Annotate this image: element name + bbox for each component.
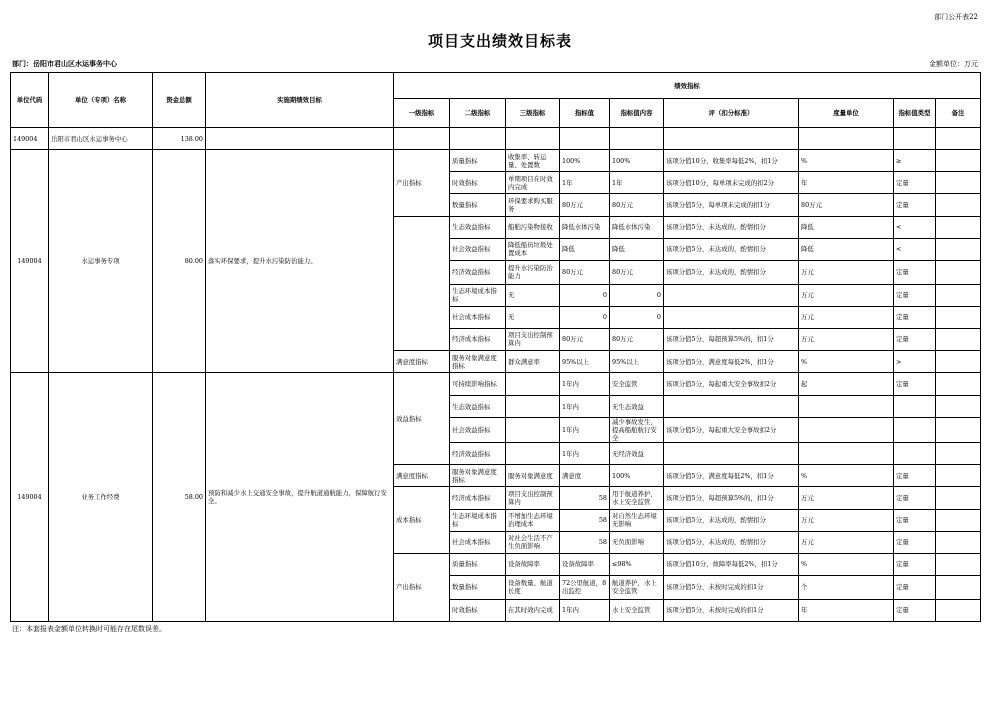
scoring-standard: 该项分值5分，未按时完成的扣1分 [664,599,799,621]
summary-row [11,128,981,150]
remark [936,350,981,372]
col-header-l1: 一级指标 [394,99,450,128]
level2-indicator: 生态环境成本指标 [450,509,506,531]
summary-code: 149004 [11,128,49,150]
level1-indicator: 产出指标 [394,553,450,621]
scoring-standard: 该项分值5分，未达成的，酌情扣分 [664,216,799,238]
indicator-value: 80万元 [560,194,610,216]
level3-indicator: 单期项目在时效内完成 [506,172,560,194]
indicator-content: 80万元 [610,194,664,216]
project-goal: 落实环保要求，提升水污染防治能力。 [206,150,394,373]
scoring-standard: 该项分值10分，故障率每低2%，扣1分 [664,553,799,575]
project-2-rows [11,373,981,622]
indicator-content: 1年 [610,172,664,194]
level2-indicator: 经济成本指标 [450,328,506,350]
value-type: < [894,216,936,238]
col-header-code: 单位代码 [11,73,49,128]
value-type: 定量 [894,328,936,350]
project-code: 149004 [11,373,49,622]
indicator-content: 安全监管 [610,373,664,396]
indicator-content: 航道养护，水上安全监管 [610,575,664,599]
remark [936,328,981,350]
level3-indicator: 设备数量、航道长度 [506,575,560,599]
measure-unit: 万元 [799,306,894,328]
measure-unit: 年 [799,599,894,621]
value-type: 定量 [894,575,936,599]
indicator-value: 1年内 [560,599,610,621]
level2-indicator: 时效指标 [450,599,506,621]
value-type [894,418,936,443]
scoring-standard: 该项分值10分，每单项未完成的扣2分 [664,172,799,194]
level3-indicator: 项目支出控制预算内 [506,328,560,350]
measure-unit: 万元 [799,328,894,350]
level3-indicator [506,418,560,443]
level3-indicator: 项目支出控制预算内 [506,487,560,509]
level2-indicator: 经济效益指标 [450,260,506,284]
col-header-measure: 度量单位 [799,99,894,128]
measure-unit: 万元 [799,260,894,284]
col-header-goal: 实施期绩效目标 [206,73,394,128]
scoring-standard: 该项分值5分，每超预算5%的，扣1分 [664,487,799,509]
col-header-name: 单位（专项）名称 [49,73,153,128]
level3-indicator: 船舶污染物接收 [506,216,560,238]
col-header-score: 评（扣分标准） [664,99,799,128]
measure-unit: 起 [799,373,894,396]
measure-unit: 降低 [799,238,894,260]
level2-indicator: 可持续影响指标 [450,373,506,396]
indicator-value: 1年内 [560,418,610,443]
value-type [894,396,936,418]
col-header-perf: 绩效指标 [394,73,981,99]
level2-indicator: 生态效益指标 [450,216,506,238]
level2-indicator: 数量指标 [450,575,506,599]
value-type: < [894,238,936,260]
indicator-value: 满意度 [560,465,610,487]
remark [936,216,981,238]
level1-indicator [394,216,450,350]
value-type: 定量 [894,306,936,328]
scoring-standard: 该项分值5分，未达成的，酌情扣分 [664,531,799,553]
scoring-standard [664,396,799,418]
indicator-content: 对自然生态环境无影响 [610,509,664,531]
measure-unit: 降低 [799,216,894,238]
scoring-standard: 该项分值5分，满意度每低2%，扣1分 [664,350,799,372]
level2-indicator: 服务对象满意度指标 [450,465,506,487]
indicator-value: 降低水体污染 [560,216,610,238]
indicator-content: ≤98% [610,553,664,575]
scoring-standard [664,443,799,465]
value-type: 定量 [894,260,936,284]
level1-indicator: 满意度指标 [394,350,450,372]
remark [936,373,981,396]
indicator-row [11,373,981,396]
indicator-content: 减少事故发生，提高船舶航行安全 [610,418,664,443]
level3-indicator: 不增加生态环境治理成本 [506,509,560,531]
page-title: 项目支出绩效目标表 [427,32,572,50]
indicator-content: 无生态效益 [610,396,664,418]
col-header-content: 指标值内容 [610,99,664,128]
scoring-standard: 该项分值5分，未达成的，酌情扣分 [664,238,799,260]
measure-unit: 万元 [799,509,894,531]
measure-unit: % [799,150,894,172]
remark [936,396,981,418]
project-amount: 58.00 [153,373,206,622]
measure-unit: 万元 [799,487,894,509]
indicator-value: 58 [560,509,610,531]
scoring-standard [664,306,799,328]
col-header-l3: 三级指标 [506,99,560,128]
indicator-content: 80万元 [610,328,664,350]
indicator-content: 无负面影响 [610,531,664,553]
remark [936,260,981,284]
indicator-value: 0 [560,306,610,328]
remark [936,531,981,553]
scoring-standard: 该项分值5分，每起重大安全事故扣2分 [664,373,799,396]
level2-indicator: 服务对象满意度指标 [450,350,506,372]
level2-indicator: 数量指标 [450,194,506,216]
level2-indicator: 社会成本指标 [450,306,506,328]
level3-indicator [506,396,560,418]
indicator-value: 0 [560,284,610,306]
indicator-row [11,150,981,172]
indicator-value: 降低 [560,238,610,260]
remark [936,238,981,260]
value-type: 定量 [894,553,936,575]
scoring-standard [664,284,799,306]
scoring-standard: 该项分值5分，每超预算5%的，扣1分 [664,328,799,350]
indicator-value: 1年内 [560,396,610,418]
level3-indicator: 群众满意率 [506,350,560,372]
value-type: ≥ [894,150,936,172]
level2-indicator: 生态环境成本指标 [450,284,506,306]
indicator-value: 1年 [560,172,610,194]
indicator-content: 用于航道养护，水上安全监管 [610,487,664,509]
project-goal: 预防和减少水上交通安全事故，提升航道通航能力，保障航行安全。 [206,373,394,622]
level3-indicator: 提升水污染防治能力 [506,260,560,284]
form-number: 部门公开表22 [934,13,978,21]
level2-indicator: 经济成本指标 [450,487,506,509]
level3-indicator: 环保要求购买服务 [506,194,560,216]
measure-unit: % [799,465,894,487]
value-type: > [894,350,936,372]
col-header-total: 资金总额 [153,73,206,128]
remark [936,509,981,531]
col-header-vtype: 指标值类型 [894,99,936,128]
indicator-content: 95%以上 [610,350,664,372]
level2-indicator: 经济效益指标 [450,443,506,465]
level2-indicator: 社会效益指标 [450,418,506,443]
remark [936,487,981,509]
indicator-value: 1年内 [560,443,610,465]
level3-indicator [506,373,560,396]
indicator-content: 降低水体污染 [610,216,664,238]
value-type: 定量 [894,373,936,396]
level2-indicator: 时效指标 [450,172,506,194]
col-header-l2: 二级指标 [450,99,506,128]
level2-indicator: 社会成本指标 [450,531,506,553]
remark [936,553,981,575]
indicator-content: 100% [610,465,664,487]
level3-indicator [506,443,560,465]
indicator-value: 1年内 [560,373,610,396]
measure-unit: 80万元 [799,194,894,216]
value-type: 定量 [894,509,936,531]
indicator-value: 58 [560,487,610,509]
level2-indicator: 质量指标 [450,553,506,575]
project-name: 业务工作经费 [49,373,153,622]
amount-unit-label: 金额单位：万元 [929,60,978,68]
level1-indicator: 产出指标 [394,150,450,216]
level3-indicator: 降低船员垃圾处置成本 [506,238,560,260]
remark [936,150,981,172]
remark [936,575,981,599]
value-type [894,443,936,465]
indicator-content: 无经济效益 [610,443,664,465]
measure-unit: 万元 [799,531,894,553]
scoring-standard: 该项分值5分，满意度每低2%，扣1分 [664,465,799,487]
remark [936,284,981,306]
value-type: 定量 [894,465,936,487]
measure-unit: 年 [799,172,894,194]
level3-indicator: 无 [506,306,560,328]
level2-indicator: 社会效益指标 [450,238,506,260]
measure-unit: 万元 [799,284,894,306]
measure-unit [799,443,894,465]
scoring-standard: 该项分值5分，未达成的，酌情扣分 [664,260,799,284]
performance-table [10,72,981,622]
measure-unit: % [799,350,894,372]
value-type: 定量 [894,487,936,509]
value-type: 定量 [894,284,936,306]
level1-indicator: 满意度指标 [394,465,450,487]
measure-unit: % [799,553,894,575]
project-1-rows [11,150,981,373]
level1-indicator: 成本指标 [394,487,450,553]
remark [936,418,981,443]
indicator-value: 80万元 [560,328,610,350]
col-header-note: 备注 [936,99,981,128]
indicator-content: 80万元 [610,260,664,284]
level3-indicator: 无 [506,284,560,306]
indicator-content: 水上安全监管 [610,599,664,621]
indicator-value: 100% [560,150,610,172]
level3-indicator: 设备故障率 [506,553,560,575]
level2-indicator: 质量指标 [450,150,506,172]
scoring-standard: 该项分值5分，未按时完成的扣1分 [664,575,799,599]
remark [936,306,981,328]
indicator-content: 0 [610,306,664,328]
project-amount: 80.00 [153,150,206,373]
remark [936,172,981,194]
remark [936,465,981,487]
remark [936,443,981,465]
indicator-value: 58 [560,531,610,553]
indicator-value: 95%以上 [560,350,610,372]
indicator-content: 降低 [610,238,664,260]
level3-indicator: 在其时效内完成 [506,599,560,621]
measure-unit [799,396,894,418]
indicator-content: 0 [610,284,664,306]
scoring-standard: 该项分值5分，每起重大安全事故扣2分 [664,418,799,443]
project-code: 149004 [11,150,49,373]
level1-indicator: 效益指标 [394,373,450,465]
measure-unit: 个 [799,575,894,599]
summary-amount: 138.00 [153,128,206,150]
summary-name: 岳阳市君山区水运事务中心 [49,128,153,150]
scoring-standard: 该项分值10分，收集率每低2%，扣1分 [664,150,799,172]
level3-indicator: 收集率、转运量、处置数 [506,150,560,172]
project-name: 水运事务专项 [49,150,153,373]
measure-unit [799,418,894,443]
footnote: 注：本套报表金额单位转换时可能存在尾数误差。 [12,625,166,633]
remark [936,194,981,216]
indicator-value: 80万元 [560,260,610,284]
value-type: 定量 [894,599,936,621]
header-row-1 [11,73,981,99]
col-header-val: 指标值 [560,99,610,128]
value-type: 定量 [894,531,936,553]
level3-indicator: 服务对象满意度 [506,465,560,487]
value-type: 定量 [894,194,936,216]
indicator-content: 100% [610,150,664,172]
indicator-value: 72公里航道，8出监控 [560,575,610,599]
scoring-standard: 该项分值5分，每单项未完成的扣1分 [664,194,799,216]
remark [936,599,981,621]
level3-indicator: 对社会生活不产生负面影响 [506,531,560,553]
department-label: 部门：岳阳市君山区水运事务中心 [12,59,117,68]
scoring-standard: 该项分值5分，未达成的，酌情扣分 [664,509,799,531]
indicator-value: 设备故障率 [560,553,610,575]
value-type: 定量 [894,172,936,194]
level2-indicator: 生态效益指标 [450,396,506,418]
